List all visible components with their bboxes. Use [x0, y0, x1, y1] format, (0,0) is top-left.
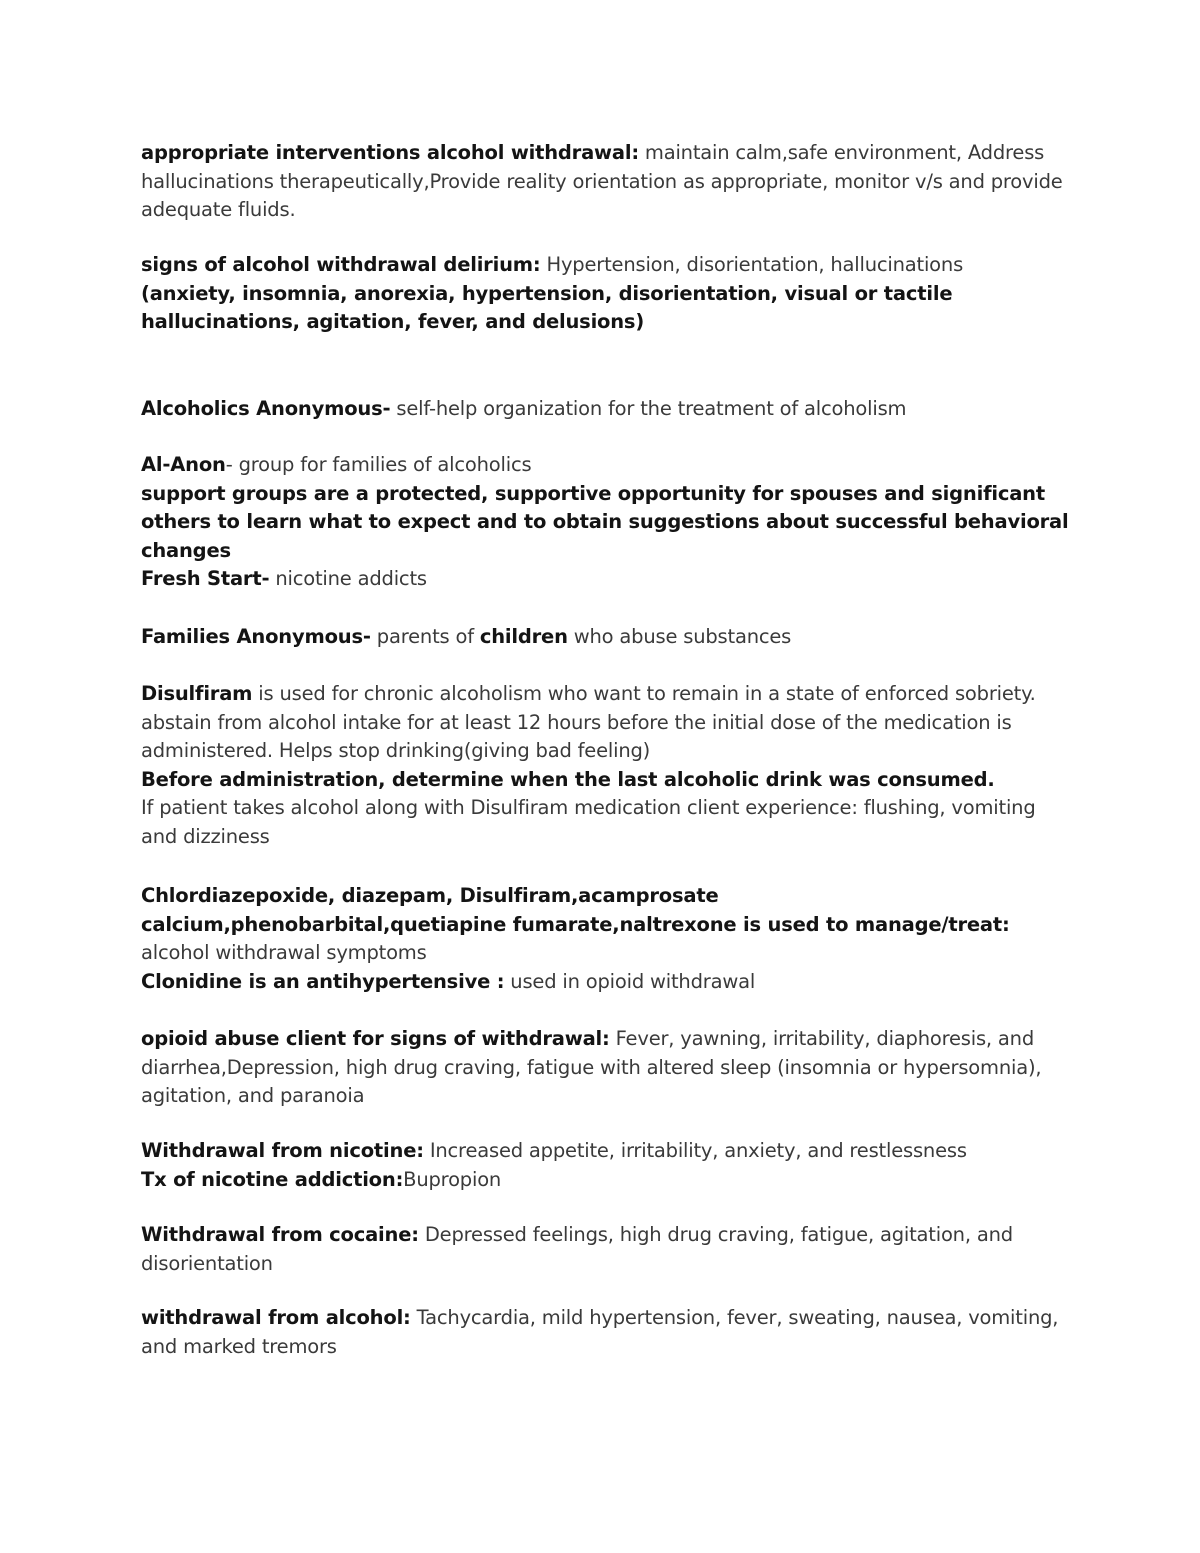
- term-definition: Increased appetite, irritability, anxiety, and restlessness: [423, 1139, 967, 1162]
- term-heading: signs of alcohol withdrawal delirium:: [141, 253, 541, 276]
- term-heading: appropriate interventions alcohol withdrawal:: [141, 141, 639, 164]
- note-alcohol-withdrawal-delirium: [141, 251, 1071, 337]
- term-heading: Withdrawal from nicotine:: [141, 1139, 424, 1162]
- term-heading: Fresh Start-: [141, 567, 270, 590]
- term-definition: self-help organization for the treatment of alcoholism: [390, 397, 907, 420]
- note-alcohol-withdrawal-interventions: [141, 139, 1071, 225]
- term-definition: Fever, yawning, irritability, diaphoresis, and diarrhea,Depression, high drug craving, fatigue with altered sleep (insomnia or hypersomnia), agitation, and paranoia: [141, 1027, 1042, 1108]
- note-alcohol-withdrawal-signs: [141, 1304, 1071, 1361]
- term-definition-end: who abuse substances: [567, 625, 792, 648]
- term-heading: Chlordiazepoxide, diazepam, Disulfiram,acamprosate calcium,phenobarbital,quetiapine fumarate,naltrexone is used to manage/treat:: [141, 884, 1010, 936]
- term-heading: Clonidine is an antihypertensive :: [141, 970, 505, 993]
- term-emphasis: children: [479, 625, 568, 648]
- term-definition: nicotine addicts: [269, 567, 427, 590]
- term-detail-line: [141, 480, 1071, 566]
- term-definition: Hypertension, disorientation, hallucinations: [540, 253, 964, 276]
- term-heading: withdrawal from alcohol:: [141, 1306, 411, 1329]
- note-clonidine: [141, 968, 1071, 997]
- term-detail: support groups are a protected, supportive opportunity for spouses and significant others to learn what to expect and to obtain suggestions about successful behavioral changes: [141, 481, 1069, 562]
- term-detail-line: [141, 1166, 1071, 1195]
- term-definition: parents of: [370, 625, 480, 648]
- term-detail-line: [141, 280, 1071, 337]
- term-heading: Disulfiram: [141, 682, 253, 705]
- term-heading: Alcoholics Anonymous-: [141, 397, 391, 420]
- note-nicotine-withdrawal: [141, 1137, 1071, 1194]
- term-detail: Before administration, determine when the last alcoholic drink was consumed.: [141, 767, 995, 791]
- term-detail-heading: Tx of nicotine addiction:: [141, 1167, 404, 1191]
- term-definition: Tachycardia, mild hypertension, fever, sweating, nausea, vomiting, and marked tremors: [141, 1306, 1059, 1358]
- note-cocaine-withdrawal: [141, 1221, 1071, 1278]
- term-definition: maintain calm,safe environment, Address hallucinations therapeutically,Provide reality orientation as appropriate, monitor v/s and provide adequate fluids.: [141, 141, 1063, 222]
- term-detail: (anxiety, insomnia, anorexia, hypertension, disorientation, visual or tactile hallucinations, agitation, fever, and delusions): [141, 281, 953, 334]
- term-extra-line: If patient takes alcohol along with Disulfiram medication client experience: flushing, vomiting and dizziness: [141, 796, 1036, 848]
- term-detail-line: [141, 766, 1071, 795]
- note-alcohol-withdrawal-medications: [141, 882, 1071, 968]
- term-heading: Families Anonymous-: [141, 625, 371, 648]
- note-families-anonymous: [141, 623, 1071, 652]
- note-opioid-withdrawal-signs: [141, 1025, 1071, 1111]
- term-definition: is used for chronic alcoholism who want to remain in a state of enforced sobriety. abstain from alcohol intake for at least 12 hours before the initial dose of the medication is administered. Helps stop drinking(giving bad feeling): [141, 682, 1036, 763]
- term-definition: used in opioid withdrawal: [504, 970, 756, 993]
- note-disulfiram: [141, 680, 1071, 852]
- note-al-anon: [141, 451, 1071, 565]
- term-definition: Depressed feelings, high drug craving, fatigue, agitation, and disorientation: [141, 1223, 1013, 1275]
- term-definition: - group for families of alcoholics: [225, 453, 532, 476]
- term-definition: alcohol withdrawal symptoms: [141, 941, 427, 965]
- note-fresh-start: [141, 565, 1071, 594]
- note-alcoholics-anonymous: [141, 395, 1071, 424]
- term-detail-definition: Bupropion: [403, 1167, 502, 1191]
- term-heading: Withdrawal from cocaine:: [141, 1223, 419, 1246]
- term-heading: Al-Anon: [141, 453, 226, 476]
- term-heading: opioid abuse client for signs of withdrawal:: [141, 1027, 610, 1050]
